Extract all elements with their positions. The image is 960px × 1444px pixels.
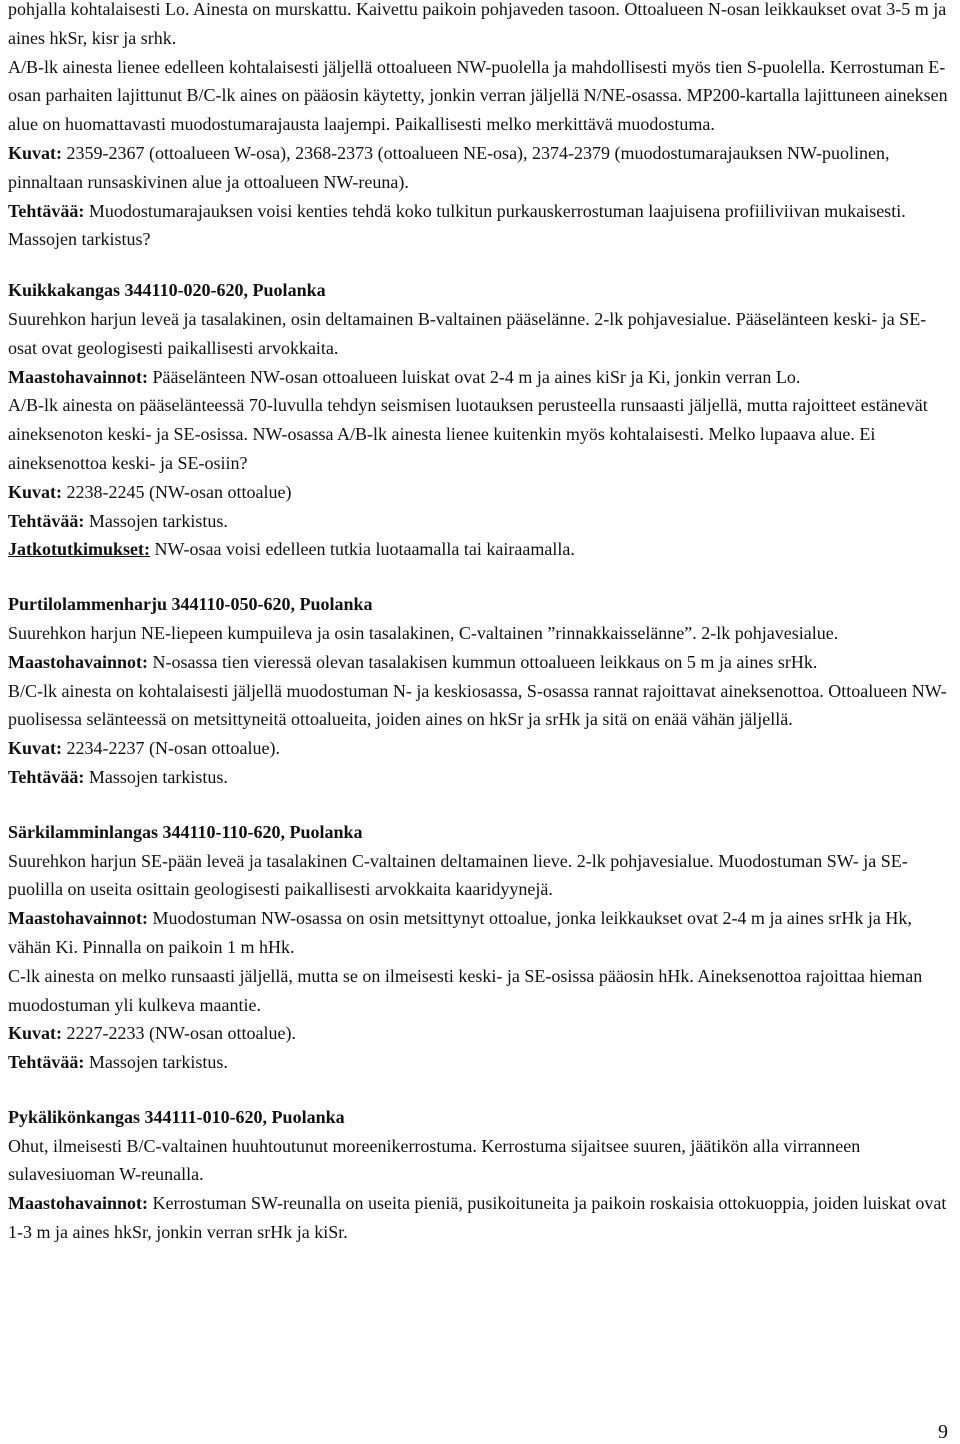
paragraph: [8, 53, 948, 139]
document-section: [8, 590, 948, 792]
paragraph: [8, 391, 948, 477]
paragraph: [8, 363, 948, 392]
paragraph: [8, 1132, 948, 1190]
page-number: 9: [938, 1421, 948, 1443]
paragraph-text: NW-osaa voisi edelleen tutkia luotaamalla tai kairaamalla.: [154, 539, 575, 560]
field-label: Kuvat:: [8, 481, 62, 502]
paragraph-text: Massojen tarkistus.: [88, 510, 228, 531]
field-label: Maastohavainnot:: [8, 366, 149, 387]
section-heading: Kuikkakangas 344110-020-620, Puolanka: [8, 280, 326, 301]
paragraph-text: 2238-2245 (NW-osan ottoalue): [66, 481, 292, 502]
paragraph-text: N-osassa tien vieressä olevan tasalakisen kummun ottoalueen leikkaus on 5 m ja aines srHk.: [152, 651, 818, 672]
paragraph-text: pohjalla kohtalaisesti Lo. Ainesta on murskattu. Kaivettu paikoin pohjaveden tasoon. Ottoalueen N-osan leikkaukset ovat 3-5 m ja aines hkSr, kisr ja srhk.: [8, 0, 947, 48]
paragraph-text: 2227-2233 (NW-osan ottoalue).: [66, 1023, 296, 1044]
field-label: Maastohavainnot:: [8, 908, 149, 929]
paragraph: [8, 847, 948, 905]
paragraph-text: Suurehkon harjun leveä ja tasalakinen, osin deltamainen B-valtainen pääselänne. 2-lk pohjavesialue. Pääselänteen keski- ja SE-osat ovat geologisesti paikallisesti arvokkaita.: [8, 308, 927, 358]
paragraph: [8, 904, 948, 962]
paragraph: [8, 1189, 948, 1247]
paragraph-text: Massojen tarkistus.: [88, 1052, 228, 1073]
paragraph: [8, 1048, 948, 1077]
document-section: [8, 1103, 948, 1247]
paragraph: [8, 305, 948, 363]
field-label: Kuvat:: [8, 1023, 62, 1044]
field-label: Tehtävää:: [8, 766, 85, 787]
field-label: Kuvat:: [8, 142, 62, 163]
document-section: [8, 818, 948, 1077]
field-label: Kuvat:: [8, 738, 62, 759]
document-body: [8, 0, 948, 1273]
paragraph-text: Kerrostuman SW-reunalla on useita pieniä, pusikoituneita ja paikoin roskaisia ottokuoppia, joiden luiskat ovat 1-3 m ja aines hkSr, jonkin verran srHk ja kiSr.: [8, 1193, 947, 1243]
paragraph: [8, 677, 948, 735]
paragraph: [8, 1019, 948, 1048]
paragraph-text: Suurehkon harjun NE-liepeen kumpuileva ja osin tasalakinen, C-valtainen ”rinnakkaisselänne”. 2-lk pohjavesialue.: [8, 622, 839, 643]
paragraph-text: Massojen tarkistus.: [88, 766, 228, 787]
paragraph-text: Muodostumarajauksen voisi kenties tehdä koko tulkitun purkauskerrostuman laajuisena profiiliviivan mukaisesti. Massojen tarkistus?: [8, 200, 906, 250]
paragraph-text: 2234-2237 (N-osan ottoalue).: [66, 738, 280, 759]
section-heading: Purtilolammenharju 344110-050-620, Puolanka: [8, 594, 373, 615]
paragraph-text: A/B-lk ainesta lienee edelleen kohtalaisesti jäljellä ottoalueen NW-puolella ja mahdollisesti myös tien S-puolella. Kerrostuman E-osan parhaiten lajittunut B/C-lk aines on pääosin käytetty, jonkin verran jäljellä N/NE-osassa. MP200-kartalla lajittuneen aineksen alue on huomattavasti muodostumarajausta laajempi. Paikallisesti melko merkittävä muodostuma.: [8, 56, 948, 135]
field-label: Maastohavainnot:: [8, 1193, 149, 1214]
paragraph-text: Ohut, ilmeisesti B/C-valtainen huuhtoutunut moreenikerrostuma. Kerrostuma sijaitsee suuren, jäätikön alla virranneen sulavesiuoman W-reunalla.: [8, 1135, 861, 1185]
paragraph: [8, 197, 948, 255]
document-section: [8, 0, 948, 254]
paragraph: [8, 139, 948, 197]
field-label: Maastohavainnot:: [8, 651, 149, 672]
paragraph: [8, 535, 948, 564]
paragraph: [8, 734, 948, 763]
paragraph-text: A/B-lk ainesta on pääselänteessä 70-luvulla tehdyn seismisen luotauksen perusteella runsaasti jäljellä, mutta rajoitteet estänevät aineksenoton keski- ja SE-osissa. NW-osassa A/B-lk ainesta lienee kuitenkin myös kohtalaisesti. Melko lupaava alue. Ei aineksenottoa keski- ja SE-osiin?: [8, 395, 928, 473]
paragraph-text: Suurehkon harjun SE-pään leveä ja tasalakinen C-valtainen deltamainen lieve. 2-lk pohjavesialue. Muodostuman SW- ja SE-puolilla on useita osittain geologisesti paikallisesti arvokkaita kaaridyynejä.: [8, 850, 908, 900]
section-heading: Pykälikönkangas 344111-010-620, Puolanka: [8, 1106, 345, 1127]
paragraph-text: Pääselänteen NW-osan ottoalueen luiskat ovat 2-4 m ja aines kiSr ja Ki, jonkin verran Lo.: [152, 366, 801, 387]
field-label: Tehtävää:: [8, 200, 85, 221]
paragraph: [8, 763, 948, 792]
field-label: Tehtävää:: [8, 1052, 85, 1073]
paragraph-text: Muodostuman NW-osassa on osin metsittynyt ottoalue, jonka leikkaukset ovat 2-4 m ja aines srHk ja Hk, vähän Ki. Pinnalla on paikoin 1 m hHk.: [8, 908, 912, 957]
document-section: [8, 276, 948, 564]
paragraph: [8, 507, 948, 536]
section-heading: Särkilamminlangas 344110-110-620, Puolanka: [8, 821, 363, 842]
paragraph: [8, 619, 948, 648]
paragraph-text: 2359-2367 (ottoalueen W-osa), 2368-2373 (ottoalueen NE-osa), 2374-2379 (muodostumarajauksen NW-puolinen, pinnaltaan runsaskivinen alue ja ottoalueen NW-reuna).: [8, 142, 890, 192]
field-label: Tehtävää:: [8, 510, 85, 531]
field-label: Jatkotutkimukset:: [8, 539, 151, 560]
paragraph-text: B/C-lk ainesta on kohtalaisesti jäljellä muodostuman N- ja keskiosassa, S-osassa rannat rajoittavat aineksenottoa. Ottoalueen NW-puolisessa selänteessä on metsittyneitä ottoalueita, joiden aines on hkSr ja srHk ja sitä on enää vähän jäljellä.: [8, 680, 947, 730]
paragraph: [8, 0, 948, 53]
paragraph: [8, 962, 948, 1020]
paragraph: [8, 478, 948, 507]
paragraph: [8, 648, 948, 677]
paragraph-text: C-lk ainesta on melko runsaasti jäljellä, mutta se on ilmeisesti keski- ja SE-osissa pääosin hHk. Aineksenottoa rajoittaa hieman muodostuman yli kulkeva maantie.: [8, 965, 923, 1015]
